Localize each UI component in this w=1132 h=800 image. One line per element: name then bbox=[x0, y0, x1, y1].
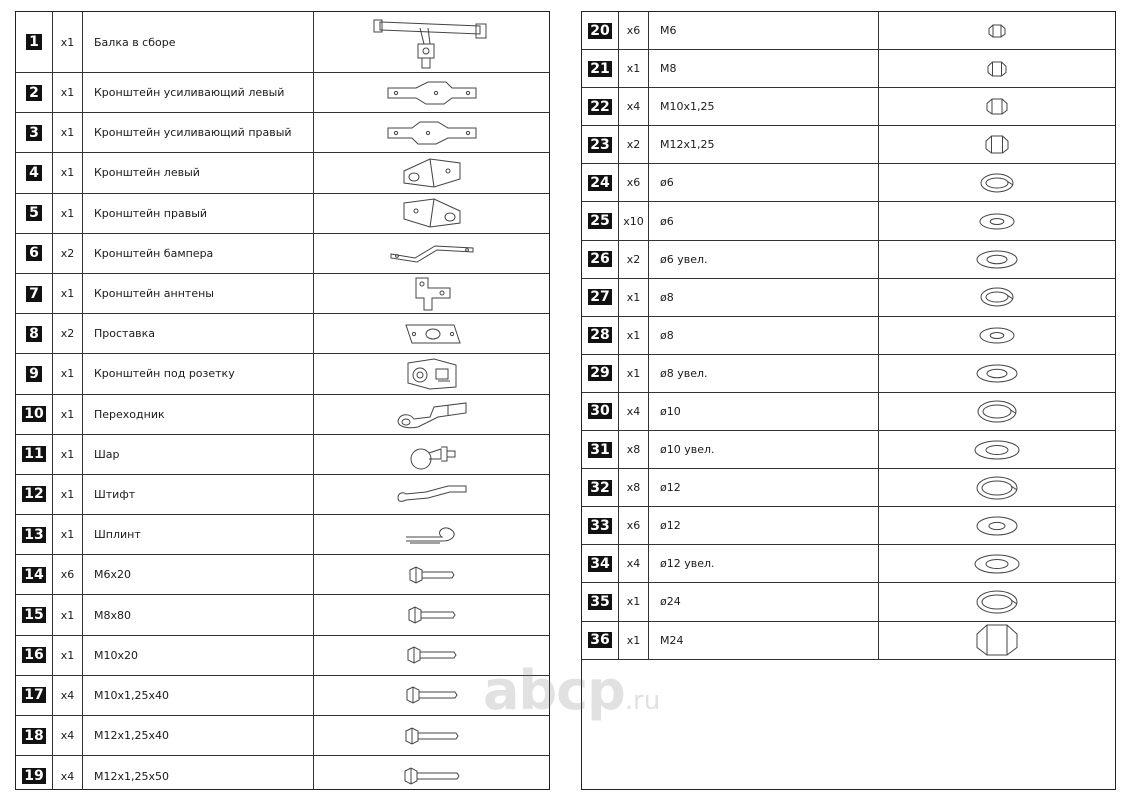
part-number-badge: 27 bbox=[590, 289, 610, 306]
flat-washer-icon bbox=[978, 212, 1016, 231]
bolt-icon bbox=[406, 645, 458, 665]
parts-table-right bbox=[581, 11, 1116, 790]
part-number-badge: 11 bbox=[24, 446, 44, 463]
part-number-badge: 25 bbox=[590, 213, 610, 230]
part-name-cell: Шар bbox=[83, 435, 314, 474]
part-illustration-cell bbox=[314, 676, 549, 715]
part-name-cell: Кронштейн усиливающий левый bbox=[83, 73, 314, 112]
part-number-cell bbox=[16, 12, 53, 72]
quantity-cell: x1 bbox=[53, 636, 83, 675]
table-row bbox=[16, 756, 549, 790]
part-name-cell: ø10 увел. bbox=[649, 431, 879, 468]
part-number-cell bbox=[16, 515, 53, 554]
part-number-badge: 36 bbox=[590, 632, 610, 649]
part-name-cell: M6x20 bbox=[83, 555, 314, 594]
part-number-badge: 35 bbox=[590, 593, 610, 610]
part-number-badge: 10 bbox=[24, 406, 44, 423]
table-row bbox=[582, 431, 1115, 469]
part-number-cell bbox=[582, 469, 619, 506]
table-row bbox=[16, 636, 549, 676]
quantity-cell: x1 bbox=[619, 622, 649, 659]
quantity-cell: x1 bbox=[53, 435, 83, 474]
part-illustration-cell bbox=[314, 515, 549, 554]
table-row bbox=[16, 515, 549, 555]
part-illustration-cell bbox=[314, 435, 549, 474]
spring-washer-icon bbox=[975, 589, 1019, 615]
part-name-cell: Переходник bbox=[83, 395, 314, 434]
table-row bbox=[16, 73, 549, 113]
part-illustration-cell bbox=[879, 469, 1115, 506]
part-number-cell bbox=[16, 435, 53, 474]
table-row bbox=[582, 393, 1115, 431]
quantity-cell: x1 bbox=[619, 50, 649, 87]
part-number-cell bbox=[16, 636, 53, 675]
bracket-left-icon bbox=[400, 157, 464, 189]
quantity-cell: x1 bbox=[53, 475, 83, 514]
part-name-cell: ø10 bbox=[649, 393, 879, 430]
part-illustration-cell bbox=[879, 12, 1115, 49]
quantity-cell: x1 bbox=[53, 73, 83, 112]
part-name-cell: M10x1,25 bbox=[649, 88, 879, 125]
part-number-cell bbox=[582, 164, 619, 201]
quantity-cell: x2 bbox=[53, 314, 83, 353]
part-number-cell bbox=[582, 50, 619, 87]
part-number-badge: 16 bbox=[24, 647, 44, 664]
quantity-cell: x4 bbox=[53, 756, 83, 790]
quantity-cell: x1 bbox=[53, 515, 83, 554]
bolt-icon bbox=[407, 605, 457, 625]
part-number-badge: 20 bbox=[590, 22, 610, 39]
part-illustration-cell bbox=[314, 595, 549, 634]
adapter-icon bbox=[396, 399, 468, 429]
part-number-badge: 24 bbox=[590, 174, 610, 191]
part-number-badge: 21 bbox=[590, 60, 610, 77]
part-number-cell bbox=[16, 475, 53, 514]
quantity-cell: x4 bbox=[619, 393, 649, 430]
part-name-cell: M8x80 bbox=[83, 595, 314, 634]
spring-washer-icon bbox=[976, 399, 1018, 424]
nut-icon bbox=[984, 134, 1010, 155]
part-number-badge: 4 bbox=[26, 165, 42, 181]
part-number-cell bbox=[582, 126, 619, 163]
quantity-cell: x2 bbox=[53, 234, 83, 273]
part-name-cell: ø6 увел. bbox=[649, 241, 879, 278]
part-number-cell bbox=[16, 194, 53, 233]
table-row bbox=[16, 194, 549, 234]
table-row bbox=[582, 279, 1115, 317]
part-number-cell bbox=[582, 393, 619, 430]
part-number-badge: 29 bbox=[590, 365, 610, 382]
quantity-cell: x1 bbox=[53, 595, 83, 634]
part-illustration-cell bbox=[879, 431, 1115, 468]
nut-icon bbox=[975, 623, 1019, 657]
large-washer-icon bbox=[975, 363, 1019, 384]
spring-washer-icon bbox=[979, 286, 1015, 308]
part-number-cell bbox=[16, 274, 53, 313]
part-illustration-cell bbox=[879, 164, 1115, 201]
watermark-tld: .ru bbox=[624, 686, 661, 716]
table-row bbox=[582, 12, 1115, 50]
part-name-cell: ø12 bbox=[649, 469, 879, 506]
table-row bbox=[582, 164, 1115, 202]
part-number-cell bbox=[16, 756, 53, 790]
part-number-badge: 26 bbox=[590, 251, 610, 268]
part-number-badge: 8 bbox=[26, 326, 42, 342]
part-illustration-cell bbox=[879, 202, 1115, 239]
quantity-cell: x8 bbox=[619, 431, 649, 468]
table-row bbox=[16, 395, 549, 435]
part-illustration-cell bbox=[314, 314, 549, 353]
table-row bbox=[16, 676, 549, 716]
part-number-cell bbox=[16, 113, 53, 152]
table-row bbox=[582, 241, 1115, 279]
spring-washer-icon bbox=[979, 172, 1015, 194]
quantity-cell: x1 bbox=[53, 12, 83, 72]
part-illustration-cell bbox=[314, 274, 549, 313]
table-row bbox=[16, 12, 549, 73]
bolt-icon bbox=[408, 565, 456, 585]
part-number-cell bbox=[16, 676, 53, 715]
reinforcing-bracket-left-icon bbox=[386, 80, 478, 106]
part-name-cell: M8 bbox=[649, 50, 879, 87]
part-number-cell bbox=[582, 317, 619, 354]
part-number-badge: 28 bbox=[590, 327, 610, 344]
part-name-cell: ø8 bbox=[649, 317, 879, 354]
table-row bbox=[582, 622, 1115, 660]
table-row bbox=[582, 469, 1115, 507]
quantity-cell: x1 bbox=[53, 395, 83, 434]
table-row bbox=[582, 583, 1115, 621]
part-name-cell: ø12 увел. bbox=[649, 545, 879, 582]
part-name-cell: ø8 увел. bbox=[649, 355, 879, 392]
quantity-cell: x1 bbox=[53, 153, 83, 192]
antenna-bracket-icon bbox=[410, 276, 454, 312]
part-illustration-cell bbox=[879, 355, 1115, 392]
table-row bbox=[582, 355, 1115, 393]
quantity-cell: x6 bbox=[619, 507, 649, 544]
part-number-badge: 34 bbox=[590, 555, 610, 572]
part-number-cell bbox=[16, 395, 53, 434]
part-number-badge: 15 bbox=[24, 607, 44, 624]
quantity-cell: x4 bbox=[619, 88, 649, 125]
bumper-bracket-icon bbox=[389, 242, 475, 264]
quantity-cell: x6 bbox=[619, 12, 649, 49]
part-illustration-cell bbox=[314, 354, 549, 393]
part-illustration-cell bbox=[314, 12, 549, 72]
table-row bbox=[582, 88, 1115, 126]
spring-washer-icon bbox=[975, 475, 1019, 501]
part-number-badge: 14 bbox=[24, 566, 44, 583]
part-number-cell bbox=[16, 555, 53, 594]
part-illustration-cell bbox=[314, 194, 549, 233]
part-name-cell: Балка в сборе bbox=[83, 12, 314, 72]
table-row bbox=[16, 234, 549, 274]
table-row bbox=[16, 314, 549, 354]
nut-icon bbox=[987, 23, 1007, 39]
quantity-cell: x1 bbox=[53, 113, 83, 152]
part-number-badge: 9 bbox=[26, 366, 42, 382]
part-illustration-cell bbox=[879, 393, 1115, 430]
part-number-cell bbox=[582, 583, 619, 620]
part-name-cell: ø24 bbox=[649, 583, 879, 620]
part-name-cell: ø6 bbox=[649, 164, 879, 201]
part-number-cell bbox=[16, 354, 53, 393]
part-name-cell: Кронштейн аннтены bbox=[83, 274, 314, 313]
part-number-cell bbox=[582, 507, 619, 544]
part-number-badge: 33 bbox=[590, 517, 610, 534]
quantity-cell: x4 bbox=[53, 716, 83, 755]
empty-table-area bbox=[582, 660, 1115, 789]
part-name-cell: M24 bbox=[649, 622, 879, 659]
table-row bbox=[582, 545, 1115, 583]
tow-ball-icon bbox=[407, 437, 457, 471]
part-illustration-cell bbox=[879, 507, 1115, 544]
part-illustration-cell bbox=[879, 317, 1115, 354]
part-number-cell bbox=[582, 241, 619, 278]
part-illustration-cell bbox=[314, 113, 549, 152]
table-row bbox=[16, 475, 549, 515]
large-washer-icon bbox=[973, 439, 1021, 461]
table-row bbox=[16, 555, 549, 595]
part-name-cell: Проставка bbox=[83, 314, 314, 353]
part-number-cell bbox=[582, 88, 619, 125]
part-number-cell bbox=[16, 73, 53, 112]
pin-icon bbox=[396, 484, 468, 504]
part-name-cell: M12x1,25x40 bbox=[83, 716, 314, 755]
part-name-cell: M10x1,25x40 bbox=[83, 676, 314, 715]
table-row bbox=[16, 435, 549, 475]
flat-washer-icon bbox=[975, 515, 1019, 537]
table-row bbox=[16, 354, 549, 394]
table-row bbox=[16, 716, 549, 756]
spacer-plate-icon bbox=[402, 321, 462, 347]
part-name-cell: Кронштейн бампера bbox=[83, 234, 314, 273]
quantity-cell: x4 bbox=[619, 545, 649, 582]
part-name-cell: M6 bbox=[649, 12, 879, 49]
part-number-badge: 32 bbox=[590, 479, 610, 496]
part-number-badge: 6 bbox=[26, 245, 42, 261]
large-washer-icon bbox=[973, 553, 1021, 575]
part-name-cell: ø12 bbox=[649, 507, 879, 544]
part-name-cell: Шплинт bbox=[83, 515, 314, 554]
part-number-cell bbox=[16, 595, 53, 634]
table-row bbox=[582, 126, 1115, 164]
quantity-cell: x1 bbox=[619, 583, 649, 620]
part-name-cell: Штифт bbox=[83, 475, 314, 514]
part-number-badge: 31 bbox=[590, 441, 610, 458]
part-number-badge: 19 bbox=[24, 768, 44, 785]
part-name-cell: M12x1,25x50 bbox=[83, 756, 314, 790]
part-illustration-cell bbox=[314, 555, 549, 594]
quantity-cell: x1 bbox=[619, 279, 649, 316]
quantity-cell: x6 bbox=[619, 164, 649, 201]
part-number-badge: 18 bbox=[24, 727, 44, 744]
part-name-cell: Кронштейн правый bbox=[83, 194, 314, 233]
tow-bar-beam-icon bbox=[372, 14, 492, 70]
part-name-cell: Кронштейн усиливающий правый bbox=[83, 113, 314, 152]
bolt-icon bbox=[404, 726, 460, 746]
part-name-cell: M10x20 bbox=[83, 636, 314, 675]
table-row bbox=[582, 202, 1115, 240]
part-illustration-cell bbox=[314, 475, 549, 514]
quantity-cell: x1 bbox=[619, 317, 649, 354]
quantity-cell: x6 bbox=[53, 555, 83, 594]
part-number-cell bbox=[16, 716, 53, 755]
table-row bbox=[16, 113, 549, 153]
table-row bbox=[582, 317, 1115, 355]
part-number-badge: 23 bbox=[590, 136, 610, 153]
quantity-cell: x1 bbox=[53, 194, 83, 233]
table-row bbox=[582, 507, 1115, 545]
part-name-cell: Кронштейн под розетку bbox=[83, 354, 314, 393]
part-number-badge: 3 bbox=[26, 125, 42, 141]
part-number-badge: 17 bbox=[24, 687, 44, 704]
quantity-cell: x2 bbox=[619, 126, 649, 163]
large-washer-icon bbox=[975, 249, 1019, 270]
part-number-cell bbox=[582, 431, 619, 468]
part-number-badge: 1 bbox=[26, 34, 42, 50]
part-illustration-cell bbox=[879, 50, 1115, 87]
quantity-cell: x4 bbox=[53, 676, 83, 715]
nut-icon bbox=[985, 97, 1009, 116]
quantity-cell: x1 bbox=[53, 274, 83, 313]
part-illustration-cell bbox=[314, 636, 549, 675]
part-number-cell bbox=[16, 314, 53, 353]
bolt-icon bbox=[403, 766, 461, 786]
part-name-cell: ø6 bbox=[649, 202, 879, 239]
part-illustration-cell bbox=[879, 545, 1115, 582]
bracket-right-icon bbox=[400, 197, 464, 229]
part-number-cell bbox=[582, 12, 619, 49]
part-illustration-cell bbox=[314, 716, 549, 755]
cotter-pin-icon bbox=[402, 523, 462, 547]
table-row bbox=[16, 274, 549, 314]
reinforcing-bracket-right-icon bbox=[386, 120, 478, 146]
part-number-cell bbox=[582, 545, 619, 582]
part-illustration-cell bbox=[879, 583, 1115, 620]
part-illustration-cell bbox=[314, 153, 549, 192]
part-number-badge: 2 bbox=[26, 85, 42, 101]
watermark-brand: abcp bbox=[483, 659, 625, 722]
part-illustration-cell bbox=[314, 234, 549, 273]
part-illustration-cell bbox=[879, 241, 1115, 278]
part-illustration-cell bbox=[314, 73, 549, 112]
part-illustration-cell bbox=[879, 126, 1115, 163]
part-number-badge: 13 bbox=[24, 526, 44, 543]
flat-washer-icon bbox=[978, 326, 1016, 345]
part-illustration-cell bbox=[879, 88, 1115, 125]
part-name-cell: Кронштейн левый bbox=[83, 153, 314, 192]
quantity-cell: x1 bbox=[619, 355, 649, 392]
nut-icon bbox=[986, 60, 1008, 78]
part-number-cell bbox=[16, 153, 53, 192]
part-number-badge: 5 bbox=[26, 205, 42, 221]
table-row bbox=[582, 50, 1115, 88]
socket-bracket-icon bbox=[404, 357, 460, 391]
quantity-cell: x1 bbox=[53, 354, 83, 393]
bolt-icon bbox=[405, 685, 459, 705]
part-number-badge: 7 bbox=[26, 286, 42, 302]
part-name-cell: ø8 bbox=[649, 279, 879, 316]
part-number-badge: 30 bbox=[590, 403, 610, 420]
quantity-cell: x8 bbox=[619, 469, 649, 506]
part-illustration-cell bbox=[314, 395, 549, 434]
quantity-cell: x2 bbox=[619, 241, 649, 278]
table-row bbox=[16, 153, 549, 193]
quantity-cell: x10 bbox=[619, 202, 649, 239]
part-illustration-cell bbox=[879, 279, 1115, 316]
parts-table-left bbox=[15, 11, 550, 790]
table-row bbox=[16, 595, 549, 635]
part-number-cell bbox=[582, 355, 619, 392]
part-illustration-cell bbox=[879, 622, 1115, 659]
part-number-cell bbox=[16, 234, 53, 273]
part-illustration-cell bbox=[314, 756, 549, 790]
part-number-cell bbox=[582, 622, 619, 659]
part-number-cell bbox=[582, 202, 619, 239]
part-number-badge: 22 bbox=[590, 98, 610, 115]
part-number-badge: 12 bbox=[24, 486, 44, 503]
part-number-cell bbox=[582, 279, 619, 316]
part-name-cell: M12x1,25 bbox=[649, 126, 879, 163]
